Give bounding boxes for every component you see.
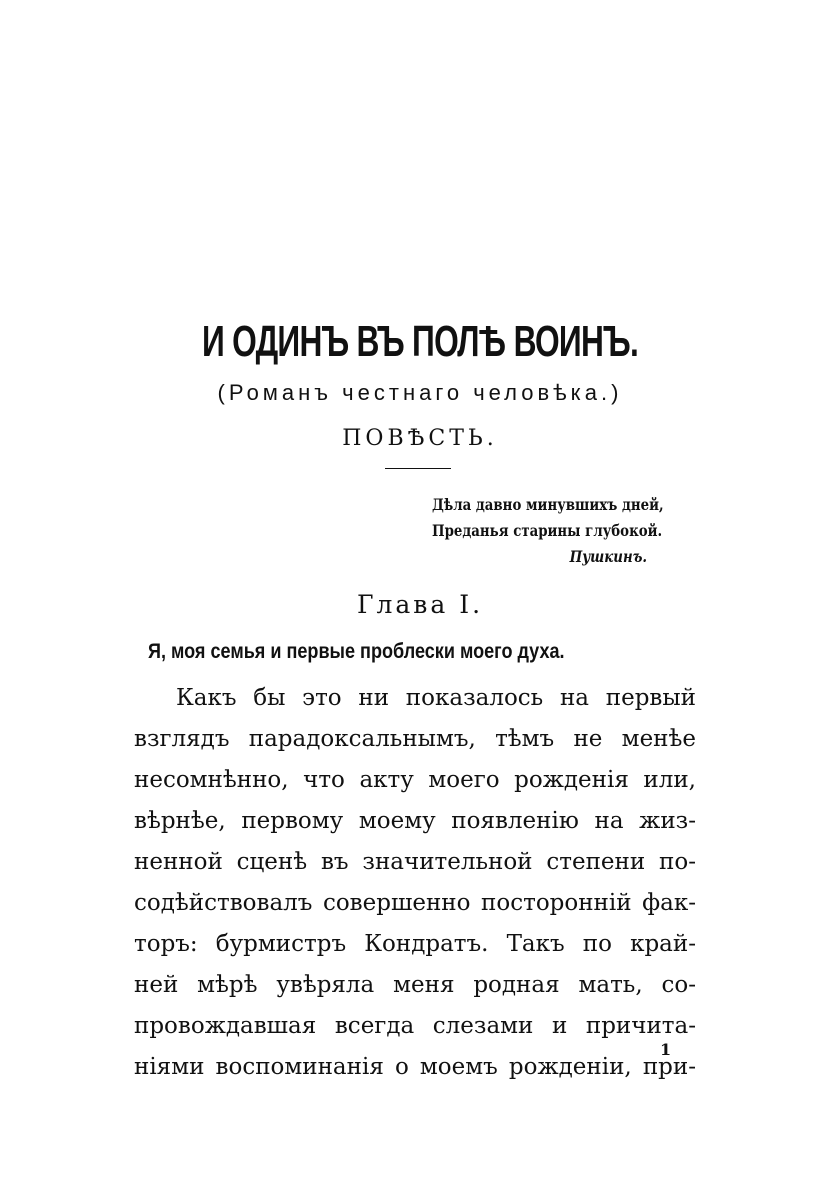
body-line: ненной сценѣ въ значительной степени по- — [134, 849, 696, 875]
epigraph — [432, 492, 664, 570]
page-number: 1 — [660, 1040, 672, 1059]
body-line: взглядъ парадоксальнымъ, тѣмъ не менѣе — [134, 726, 696, 752]
body-text — [134, 678, 696, 1088]
body-line: ней мѣрѣ увѣряла меня родная мать, со- — [134, 972, 696, 998]
chapter-subtitle: Я, моя семья и первые проблески моего духа. — [148, 640, 565, 663]
body-line: ніями воспоминанія о моемъ рожденіи, при- — [134, 1054, 696, 1080]
book-title: И ОДИНЪ ВЪ ПОЛѢ ВОИНЪ. — [201, 317, 639, 366]
body-line: Какъ бы это ни показалось на первый — [176, 685, 696, 711]
chapter-heading: Глава I. — [356, 590, 484, 619]
body-line: вѣрнѣе, первому моему появленію на жиз- — [134, 808, 696, 834]
epigraph-line: Дѣла давно минувшихъ дней, — [432, 495, 664, 514]
epigraph-author: Пушкинъ. — [569, 547, 648, 566]
body-line: несомнѣнно, что акту моего рожденія или, — [134, 767, 696, 793]
title-divider — [385, 468, 451, 469]
genre-label: ПОВѢСТЬ. — [342, 426, 498, 451]
body-line: содѣйствовалъ совершенно посторонній фак- — [134, 890, 696, 916]
epigraph-line: Преданья старины глубокой. — [432, 521, 663, 540]
book-subtitle: (Романъ честнаго человѣка.) — [217, 380, 623, 405]
body-line: торъ: бурмистръ Кондратъ. Такъ по край- — [134, 931, 696, 957]
body-line: провождавшая всегда слезами и причита- — [134, 1013, 696, 1039]
